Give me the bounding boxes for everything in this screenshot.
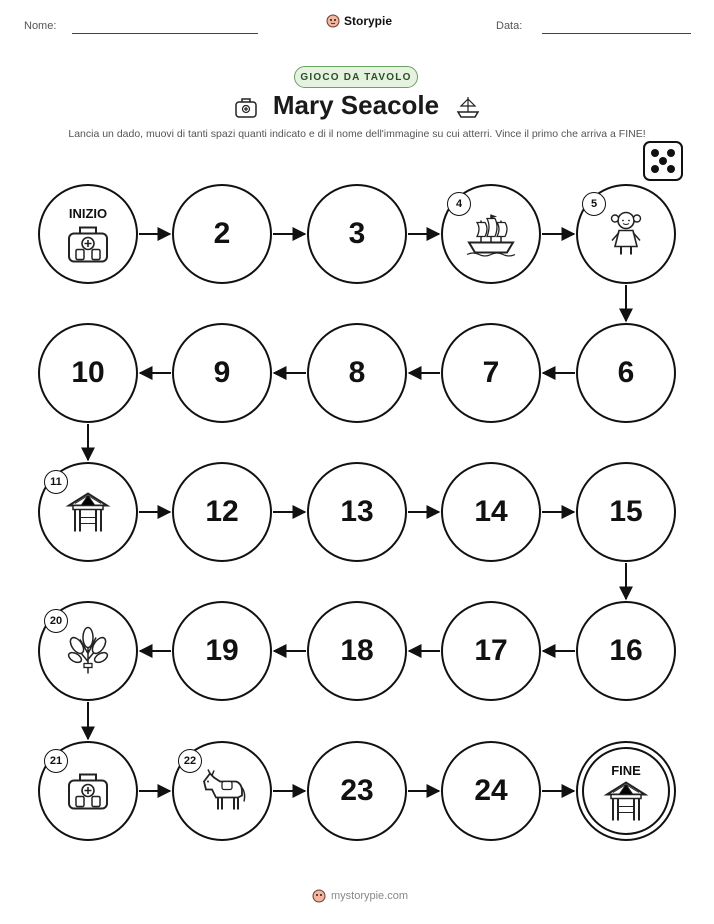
date-label: Data: <box>496 20 523 32</box>
board-space-18[interactable] <box>307 601 407 701</box>
board-space-3[interactable] <box>307 184 407 284</box>
space-number: 3 <box>348 217 366 250</box>
board-space-24[interactable] <box>441 741 541 841</box>
footer <box>312 889 408 903</box>
board-space-25[interactable] <box>576 741 676 841</box>
board-space-1[interactable] <box>38 184 138 284</box>
space-number-badge: 11 <box>44 470 68 494</box>
board-space-19[interactable] <box>172 601 272 701</box>
space-number: 12 <box>205 495 239 528</box>
space-number: 9 <box>213 356 231 389</box>
board-space-4[interactable] <box>441 184 541 284</box>
board-space-2[interactable] <box>172 184 272 284</box>
board-space-15[interactable] <box>576 462 676 562</box>
board-space-16[interactable] <box>576 601 676 701</box>
horse-icon <box>196 767 248 818</box>
space-number: 18 <box>340 634 374 667</box>
space-number-badge: 21 <box>44 749 68 773</box>
herbs-icon <box>66 625 110 680</box>
board-space-23[interactable] <box>307 741 407 841</box>
board-space-14[interactable] <box>441 462 541 562</box>
brand-name: Storypie <box>344 14 393 28</box>
medical-bag-icon <box>64 221 112 270</box>
space-number: 19 <box>205 634 239 667</box>
space-number-badge: 5 <box>582 192 606 216</box>
name-label: Nome: <box>24 20 57 32</box>
board-space-20[interactable] <box>38 601 138 701</box>
hut-icon <box>603 778 649 827</box>
space-number: 7 <box>482 356 500 389</box>
space-number: 23 <box>340 774 374 807</box>
board-space-11[interactable] <box>38 462 138 562</box>
space-number: 14 <box>474 495 508 528</box>
game-type-badge: GIOCO DA TAVOLO <box>294 66 418 88</box>
board-space-17[interactable] <box>441 601 541 701</box>
space-number: 15 <box>609 495 643 528</box>
space-number-badge: 20 <box>44 609 68 633</box>
ship-icon <box>465 210 517 261</box>
board-space-10[interactable] <box>38 323 138 423</box>
board-space-12[interactable] <box>172 462 272 562</box>
board-space-8[interactable] <box>307 323 407 423</box>
instructions-text: Lancia un dado, muovi di tanti spazi quanti indicato e di il nome dell'immagine su cui atterri. Vince il primo che arriva a FINE! <box>68 128 646 140</box>
space-number: 17 <box>474 634 508 667</box>
space-number: 2 <box>213 217 231 250</box>
board-space-6[interactable] <box>576 323 676 423</box>
hut-icon <box>65 489 111 538</box>
board-space-9[interactable] <box>172 323 272 423</box>
footer-site[interactable]: mystorypie.com <box>331 890 409 902</box>
space-number-badge: 22 <box>178 749 202 773</box>
storypie-mascot-icon <box>312 889 326 903</box>
doll-icon <box>606 208 646 263</box>
finish-label: FINE <box>611 763 641 778</box>
board-space-5[interactable] <box>576 184 676 284</box>
board-space-7[interactable] <box>441 323 541 423</box>
space-number: 6 <box>617 356 635 389</box>
board-space-22[interactable] <box>172 741 272 841</box>
title-text: Mary Seacole <box>272 90 440 120</box>
space-number: 16 <box>609 634 643 667</box>
medical-bag-icon <box>64 768 112 817</box>
space-number: 13 <box>340 495 374 528</box>
space-number-badge: 4 <box>447 192 471 216</box>
space-number: 8 <box>348 356 366 389</box>
board-space-21[interactable] <box>38 741 138 841</box>
space-number: 10 <box>71 356 105 389</box>
space-number: 24 <box>474 774 508 807</box>
start-label: INIZIO <box>68 206 108 221</box>
board-space-13[interactable] <box>307 462 407 562</box>
